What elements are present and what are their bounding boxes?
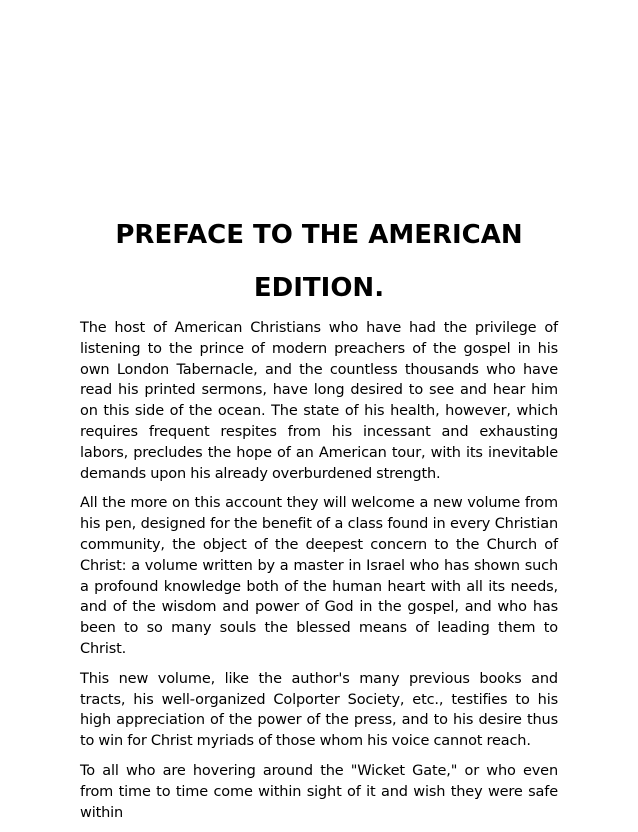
paragraph-1: The host of American Christians who have had the privilege of listening to the prince of modern preachers of the gospel in his own London Tabernacle, and the countless thousands who have read his printed sermons, have long desired to see and hear him on this side of the ocean. The state of his health, however, which requires frequent respites from his incessant and exhausting labors, precludes the hope of an American tour, with its inevitable demands upon his already overburdened strength.	[80, 320, 558, 482]
paragraph-4: To all who are hovering around the "Wicket Gate," or who even from time to time come within sight of it and wish they were safe within	[80, 762, 558, 821]
page-title-line-2: EDITION.	[253, 273, 385, 303]
paragraph-3: This new volume, like the author's many previous books and tracts, his well-organized Colporter Society, etc., testifies to his high appreciation of the power of the press, and to his desire thus to win for Christ myriads of those whom his voice cannot reach.	[80, 670, 558, 750]
body-text	[80, 318, 558, 832]
page-title-line-1: PREFACE TO THE AMERICAN	[115, 220, 523, 250]
paragraph-2: All the more on this account they will welcome a new volume from his pen, designed for the benefit of a class found in every Christian community, the object of the deepest concern to the Church of Christ: a volume written by a master in Israel who has shown such a profound knowledge both of the human heart with all its needs, and of the wisdom and power of God in the gospel, and who has been to so many souls the blessed means of leading them to Christ.	[80, 495, 558, 657]
